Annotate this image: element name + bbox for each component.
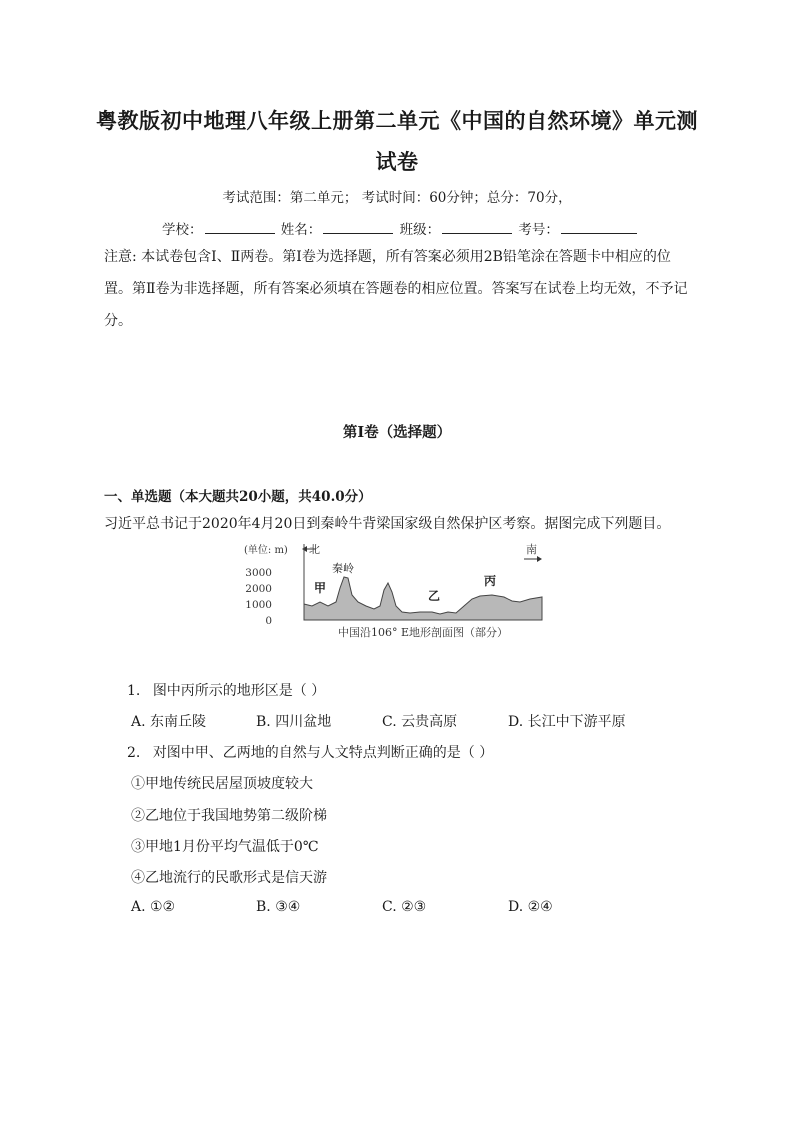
school-blank[interactable] (205, 219, 275, 234)
note-line: 置。第Ⅱ卷为非选择题，所有答案必须填在答题卷的相应位置。答案写在试卷上均无效，不予记 (104, 281, 688, 297)
question-intro: 习近平总书记于2020年4月20日到秦岭牛背梁国家级自然保护区考察。据图完成下列题目。 (104, 516, 671, 532)
q2-option-c[interactable]: C. ②③ (382, 899, 427, 915)
unit-label: (单位: m) (244, 545, 288, 556)
south-label: 南 (526, 543, 537, 556)
name-label: 姓名： (280, 222, 322, 238)
y-tick: 1000 (245, 599, 272, 611)
section-title: 第Ⅰ卷（选择题） (342, 424, 452, 441)
number-blank[interactable] (561, 219, 637, 234)
class-label: 班级： (399, 222, 441, 238)
q2-statement-1: ①甲地传统民居屋顶坡度较大 (131, 776, 313, 792)
terrain-profile (304, 577, 542, 620)
question-2 (127, 742, 493, 762)
part-heading: 一、单选题（本大题共20小题，共40.0分） (104, 489, 372, 505)
q1-option-c[interactable]: C. 云贵高原 (382, 714, 458, 730)
q1-option-d[interactable]: D. 长江中下游平原 (508, 714, 626, 730)
instructions-note (104, 241, 704, 337)
number-label: 考号： (518, 222, 559, 238)
label-qinling: 秦岭 (332, 562, 354, 575)
y-tick: 2000 (245, 583, 272, 595)
q2-statement-3: ③甲地1月份平均气温低于0℃ (131, 839, 319, 855)
south-arrowhead-icon (537, 556, 542, 562)
note-line: 分。 (104, 313, 132, 329)
q2-statement-2: ②乙地位于我国地势第二级阶梯 (131, 808, 327, 824)
q1-option-b[interactable]: B. 四川盆地 (256, 714, 332, 730)
exam-info: 考试范围：第二单元； 考试时间：60分钟；总分：70分， (222, 190, 572, 206)
y-tick: 3000 (245, 567, 272, 579)
north-label: 北 (309, 543, 320, 556)
question-stem: 图中丙所示的地形区是（ ） (152, 683, 326, 699)
page-title-line2: 试卷 (375, 149, 419, 174)
question-stem: 对图中甲、乙两地的自然与人文特点判断正确的是（ ） (152, 745, 494, 761)
q1-option-a[interactable]: A. 东南丘陵 (131, 714, 207, 730)
school-label: 学校： (162, 222, 203, 238)
page-title-line1: 粤教版初中地理八年级上册第二单元《中国的自然环境》单元测 (96, 108, 698, 133)
figure-caption: 中国沿106° E地形剖面图（部分） (338, 626, 509, 639)
student-info-fields (162, 218, 639, 238)
y-tick: 0 (265, 615, 272, 627)
question-number: 2. (127, 745, 141, 761)
q2-option-d[interactable]: D. ②④ (508, 899, 553, 915)
terrain-profile-figure (240, 540, 550, 642)
note-line: 注意: 本试卷包含Ⅰ、Ⅱ两卷。第Ⅰ卷为选择题，所有答案必须用2B铅笔涂在答题卡中相应的位 (104, 249, 671, 265)
name-blank[interactable] (323, 219, 393, 234)
question-number: 1. (127, 683, 141, 699)
label-bing: 丙 (484, 574, 497, 588)
q2-option-b[interactable]: B. ③④ (256, 899, 301, 915)
q2-option-a[interactable]: A. ①② (131, 899, 176, 915)
q2-statement-4: ④乙地流行的民歌形式是信天游 (131, 870, 327, 886)
question-1 (127, 680, 325, 700)
label-yi: 乙 (428, 589, 441, 603)
class-blank[interactable] (442, 219, 512, 234)
label-jia: 甲 (314, 581, 327, 595)
